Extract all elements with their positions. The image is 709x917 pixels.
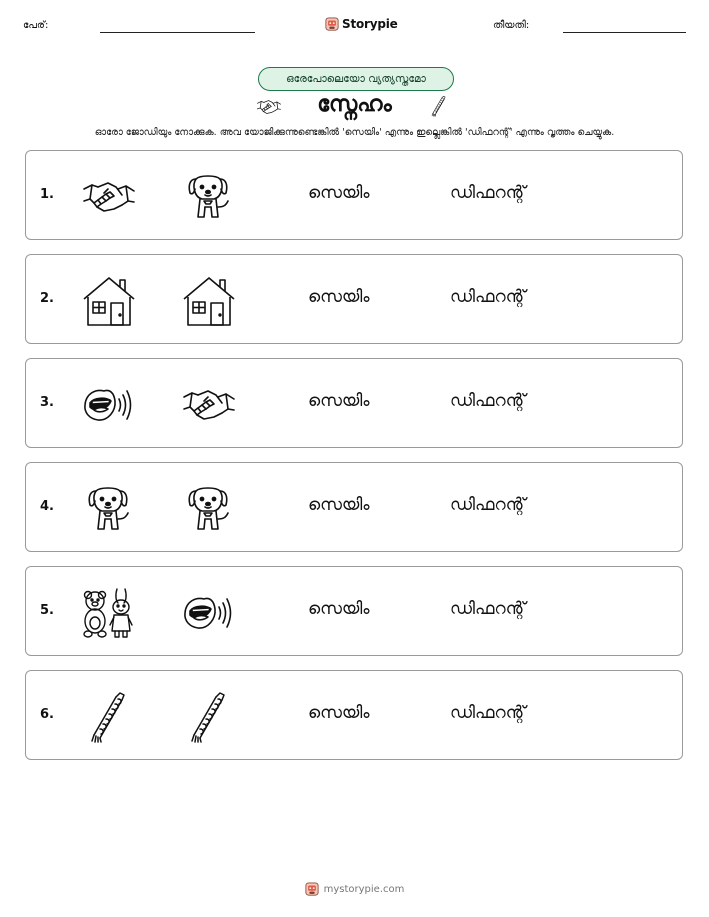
- exercise-row: [25, 462, 683, 552]
- different-option[interactable]: ഡിഫറന്റ്: [450, 391, 526, 411]
- different-option[interactable]: ഡിഫറന്റ്: [450, 287, 526, 307]
- different-option[interactable]: ഡിഫറന്റ്: [450, 495, 526, 515]
- same-option[interactable]: സെയിം: [308, 703, 370, 723]
- puppy-icon: [182, 171, 236, 223]
- brand-logo: [325, 14, 398, 34]
- rope-icon: [182, 691, 236, 743]
- date-field-line[interactable]: [563, 32, 686, 33]
- rope-icon: [428, 90, 450, 122]
- footer: [0, 879, 709, 899]
- different-option[interactable]: ഡിഫറന്റ്: [450, 703, 526, 723]
- puppy-icon: [82, 483, 136, 535]
- worksheet-header: [0, 14, 709, 38]
- exercise-row: [25, 358, 683, 448]
- date-label: തീയതി:: [493, 20, 530, 31]
- handshake-icon: [182, 379, 236, 431]
- worksheet-type-badge: ഒരേപോലെയോ വ്യത്യസ്തമോ: [258, 67, 454, 91]
- exercise-row: [25, 670, 683, 760]
- speaking-mouth-icon: [82, 379, 136, 431]
- name-label: പേര്:: [23, 20, 49, 31]
- row-number: 2.: [40, 291, 54, 306]
- storypie-logo-icon: [325, 17, 339, 31]
- same-option[interactable]: സെയിം: [308, 495, 370, 515]
- brand-name: Storypie: [342, 17, 398, 31]
- teddy-bear-bunny-icon: [82, 587, 136, 639]
- same-option[interactable]: സെയിം: [308, 599, 370, 619]
- instructions: ഓരോ ജോഡിയും നോക്കുക. അവ യോജിക്കുന്നുണ്ടെങ്കിൽ 'സെയിം' എന്നും ഇല്ലെങ്കിൽ 'ഡിഫറന്റ്' എന്നും വൃത്തം ചെയ്യുക.: [94, 127, 615, 138]
- row-number: 6.: [40, 707, 54, 722]
- exercise-row: [25, 566, 683, 656]
- rope-icon: [82, 691, 136, 743]
- row-number: 4.: [40, 499, 54, 514]
- puppy-icon: [182, 483, 236, 535]
- exercise-row: [25, 254, 683, 344]
- same-option[interactable]: സെയിം: [308, 183, 370, 203]
- handshake-icon: [82, 171, 136, 223]
- footer-url: mystorypie.com: [323, 883, 405, 895]
- same-option[interactable]: സെയിം: [308, 287, 370, 307]
- house-icon: [82, 275, 136, 327]
- same-option[interactable]: സെയിം: [308, 391, 370, 411]
- row-number: 1.: [40, 187, 54, 202]
- title-area: [0, 90, 709, 122]
- row-number: 3.: [40, 395, 54, 410]
- page-title: സ്നേഹം: [317, 92, 392, 117]
- row-number: 5.: [40, 603, 54, 618]
- exercise-row: [25, 150, 683, 240]
- house-icon: [182, 275, 236, 327]
- name-field-line[interactable]: [100, 32, 255, 33]
- different-option[interactable]: ഡിഫറന്റ്: [450, 599, 526, 619]
- different-option[interactable]: ഡിഫറന്റ്: [450, 183, 526, 203]
- storypie-logo-icon: [305, 882, 319, 896]
- speaking-mouth-icon: [182, 587, 236, 639]
